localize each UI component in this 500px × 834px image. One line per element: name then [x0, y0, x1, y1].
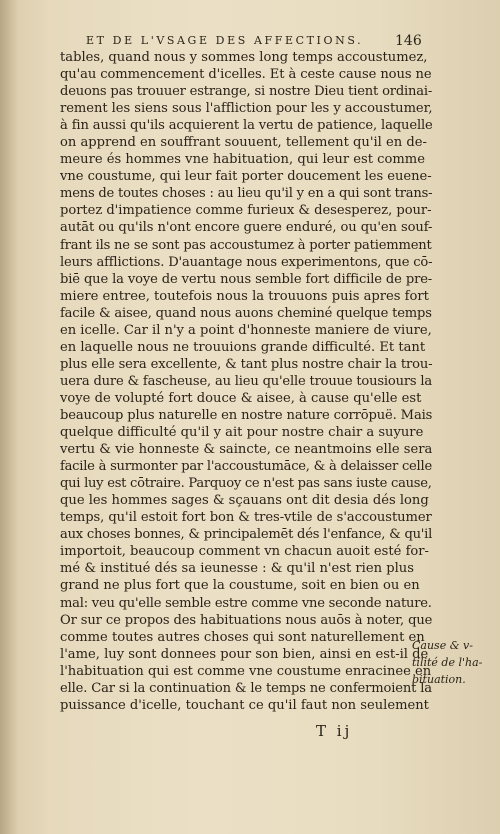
page-number: 146 — [395, 33, 422, 49]
text-line: deuons pas trouuer estrange, si nostre Dieu tient ordinai- — [60, 84, 433, 100]
margin-note-line: bituation. — [412, 673, 466, 686]
text-line: leurs afflictions. D'auantage nous experimentons, que cō- — [60, 254, 433, 270]
margin-note — [412, 637, 498, 688]
text-line: à fin aussi qu'ils acquierent la vertu de patience, laquelle — [60, 118, 433, 134]
text-line: quelque difficulté qu'il y ait pour nostre chair a suyure — [60, 425, 424, 441]
text-line: Or sur ce propos des habituations nous auōs à noter, que — [60, 612, 433, 628]
margin-note-line: Cause & v- — [412, 639, 473, 652]
text-line: comme toutes autres choses qui sont naturellement en — [60, 629, 425, 645]
text-line: mé & institué dés sa ieunesse : & qu'il n'est rien plus — [60, 561, 414, 577]
text-line: qui luy est cōtraire. Parquoy ce n'est pas sans iuste cause, — [60, 476, 432, 492]
text-line: biē que la voye de vertu nous semble fort difficile de pre- — [60, 271, 433, 287]
body-text — [60, 49, 432, 714]
text-line: portez d'impatience comme furieux & desesperez, pour- — [60, 203, 432, 219]
text-line: l'habituation qui est comme vne coustume enracinee en — [60, 663, 432, 679]
text-line: grand ne plus fort que la coustume, soit en bien ou en — [60, 578, 420, 594]
signature-mark: T ij — [316, 722, 353, 740]
text-line: beaucoup plus naturelle en nostre nature corrōpuë. Mais — [60, 407, 433, 423]
text-line: qu'au commencement d'icelles. Et à ceste cause nous ne — [60, 67, 432, 83]
text-line: facile à surmonter par l'accoustumāce, & à delaisser celle — [60, 459, 432, 475]
running-title: ET DE L'VSAGE DES AFFECTIONS. — [86, 34, 364, 47]
text-line: on apprend en souffrant souuent, tellement qu'il en de- — [60, 135, 427, 151]
text-line: voye de volupté fort douce & aisee, à cause qu'elle est — [60, 390, 422, 406]
text-line: plus elle sera excellente, & tant plus nostre chair la trou- — [60, 356, 433, 372]
text-line: en icelle. Car il n'y a point d'honneste maniere de viure, — [60, 322, 432, 338]
text-line: mens de toutes choses : au lieu qu'il y en a qui sont trans- — [60, 186, 433, 202]
text-line: miere entree, toutefois nous la trouuons puis apres fort — [60, 288, 429, 304]
text-line: frant ils ne se sont pas accoustumez à porter patiemment — [60, 237, 432, 253]
text-line: vertu & vie honneste & saincte, ce neantmoins elle sera — [60, 442, 433, 458]
text-line: aux choses bonnes, & principalemēt dés l'enfance, & qu'il — [60, 527, 433, 543]
text-line: que les hommes sages & sçauans ont dit desia dés long — [60, 493, 429, 509]
text-line: tables, quand nous y sommes long temps accoustumez, — [60, 50, 428, 65]
text-line: rement les siens sous l'affliction pour les y accoustumer, — [60, 101, 433, 117]
text-line: autāt ou qu'ils n'ont encore guere enduré, ou qu'en souf- — [60, 220, 433, 236]
text-line: vne coustume, qui leur fait porter doucement les euene- — [60, 169, 432, 185]
text-line: facile & aisee, quand nous auons cheminé quelque temps — [60, 305, 432, 321]
text-line: temps, qu'il estoit fort bon & tres-vtile de s'accoustumer — [60, 510, 432, 526]
text-line: importoit, beaucoup comment vn chacun auoit esté for- — [60, 544, 429, 560]
margin-note-line: tilité de l'ha- — [412, 656, 483, 669]
text-line: l'ame, luy sont donnees pour son bien, ainsi en est-il de — [60, 646, 429, 662]
text-line: uera dure & fascheuse, au lieu qu'elle trouue tousiours la — [60, 373, 433, 389]
text-line: elle. Car si la continuation & le temps ne confermoient la — [60, 680, 432, 696]
text-line: puissance d'icelle, touchant ce qu'il faut non seulement — [60, 697, 429, 713]
text-line: en laquelle nous ne trouuions grande difficulté. Et tant — [60, 339, 426, 355]
text-line: mal: veu qu'elle semble estre comme vne seconde nature. — [60, 595, 432, 611]
text-line: meure és hommes vne habituation, qui leur est comme — [60, 152, 425, 168]
